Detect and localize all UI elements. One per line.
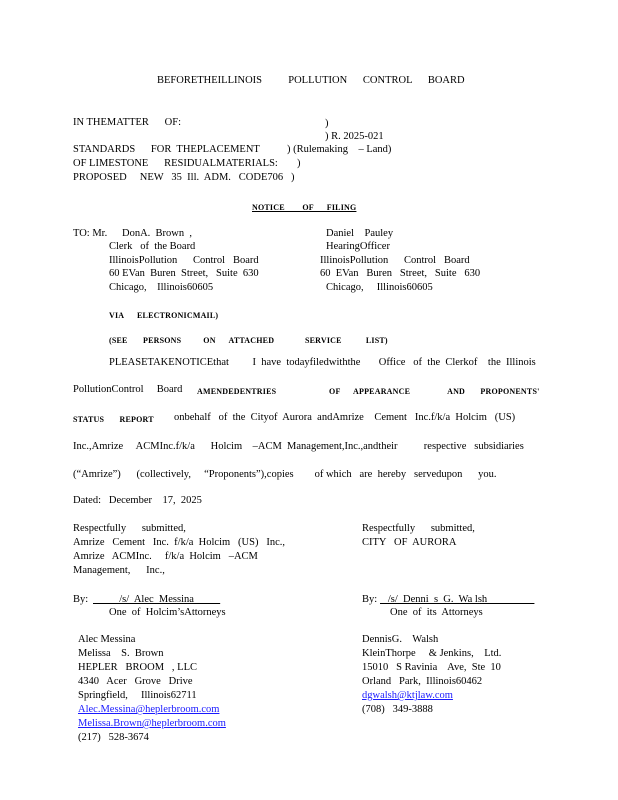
see-line: (SEE PERSONS ON ATTACHED SERVICE LIST) (109, 336, 388, 345)
to-left-name: DonA. Brown , (122, 228, 192, 239)
to-right-title: HearingOfficer (326, 241, 390, 252)
body-line-3: STATUS REPORT (73, 415, 154, 424)
right-contact-1: DennisG. Walsh (362, 634, 439, 645)
left-party-1: Amrize Cement Inc. f/k/a Holcim (US) Inc., (73, 537, 285, 548)
dated-line: Dated: December 17, 2025 (73, 495, 202, 506)
caption-docket: ) R. 2025-021 (325, 131, 384, 142)
right-by-label: By: (362, 594, 378, 605)
left-phone: (217) 528-3674 (78, 732, 149, 743)
caption-line-1: IN THEMATTER OF: (73, 117, 182, 128)
caption-paren-4: ) (297, 158, 301, 169)
left-contact-2: Melissa S. Brown (78, 648, 164, 659)
body-line-2-smallcaps: AMENDEDENTRIES OF APPEARANCE AND PROPONENTS' (197, 387, 540, 396)
caption-paren-5: ) (291, 172, 295, 183)
right-party: CITY OF AURORA (362, 537, 457, 548)
caption-line-3: STANDARDS FOR THEPLACEMENT (73, 144, 260, 155)
to-left-org: IllinoisPollution Control Board (109, 255, 259, 266)
via-line: VIA ELECTRONICMAIL) (109, 311, 219, 320)
right-role: One of its Attorneys (390, 607, 483, 618)
left-contact-firm: HEPLER BROOM , LLC (78, 662, 198, 673)
right-signature: /s/ Denni s G. Wa lsh (380, 594, 535, 605)
left-signature: /s/ Alec Messina (93, 594, 221, 605)
left-party-3: Management, Inc., (73, 565, 165, 576)
caption-rulemaking: ) (Rulemaking – Land) (287, 144, 392, 155)
body-line-3-rest: onbehalf of the Cityof Aurora andAmrize Cement Inc.f/k/a Holcim (US) (174, 412, 516, 423)
left-by-label: By: (73, 594, 89, 605)
body-line-5: (“Amrize”) (collectively, “Proponents”),copies of which are hereby servedupon you. (73, 469, 497, 480)
left-party-2: Amrize ACMInc. f/k/a Holcim –ACM (73, 551, 258, 562)
right-contact-street: 15010 S Ravinia Ave, Ste 10 (362, 662, 501, 673)
document-title: BEFORETHEILLINOIS POLLUTION CONTROL BOARD (157, 75, 465, 86)
left-email-link-1[interactable]: Alec.Messina@heplerbroom.com (78, 704, 220, 715)
left-role: One of Holcim’sAttorneys (109, 607, 226, 618)
caption-paren-1: ) (325, 118, 329, 129)
left-contact-street: 4340 Acer Grove Drive (78, 676, 193, 687)
body-line-4: Inc.,Amrize ACMInc.f/k/a Holcim –ACM Management,Inc.,andtheir respective subsidiaries (73, 441, 524, 452)
to-left-street: 60 EVan Buren Street, Suite 630 (109, 268, 259, 279)
to-right-city: Chicago, Illinois60605 (326, 282, 433, 293)
to-label: TO: Mr. (73, 228, 108, 239)
right-email-link[interactable]: dgwalsh@ktjlaw.com (362, 690, 453, 701)
to-right-org: IllinoisPollution Control Board (320, 255, 470, 266)
body-line-2: PollutionControl Board (73, 384, 183, 395)
to-right-name: Daniel Pauley (326, 228, 394, 239)
body-line-1: PLEASETAKENOTICEthat I have todayfiledwiththe Office of the Clerkof the Illinois (109, 357, 536, 368)
left-contact-1: Alec Messina (78, 634, 136, 645)
left-email-link-2[interactable]: Melissa.Brown@heplerbroom.com (78, 718, 226, 729)
left-contact-city: Springfield, Illinois62711 (78, 690, 197, 701)
caption-line-4: OF LIMESTONE RESIDUALMATERIALS: (73, 158, 278, 169)
right-phone: (708) 349-3888 (362, 704, 433, 715)
to-left-city: Chicago, Illinois60605 (109, 282, 214, 293)
caption-line-5: PROPOSED NEW 35 Ill. ADM. CODE706 (73, 172, 284, 183)
to-right-street: 60 EVan Buren Street, Suite 630 (320, 268, 481, 279)
right-contact-city: Orland Park, Illinois60462 (362, 676, 483, 687)
right-contact-firm: KleinThorpe & Jenkins, Ltd. (362, 648, 502, 659)
left-submitted: Respectfully submitted, (73, 523, 186, 534)
right-submitted: Respectfully submitted, (362, 523, 475, 534)
notice-heading: NOTICE OF FILING (252, 203, 357, 212)
to-left-title: Clerk of the Board (109, 241, 196, 252)
